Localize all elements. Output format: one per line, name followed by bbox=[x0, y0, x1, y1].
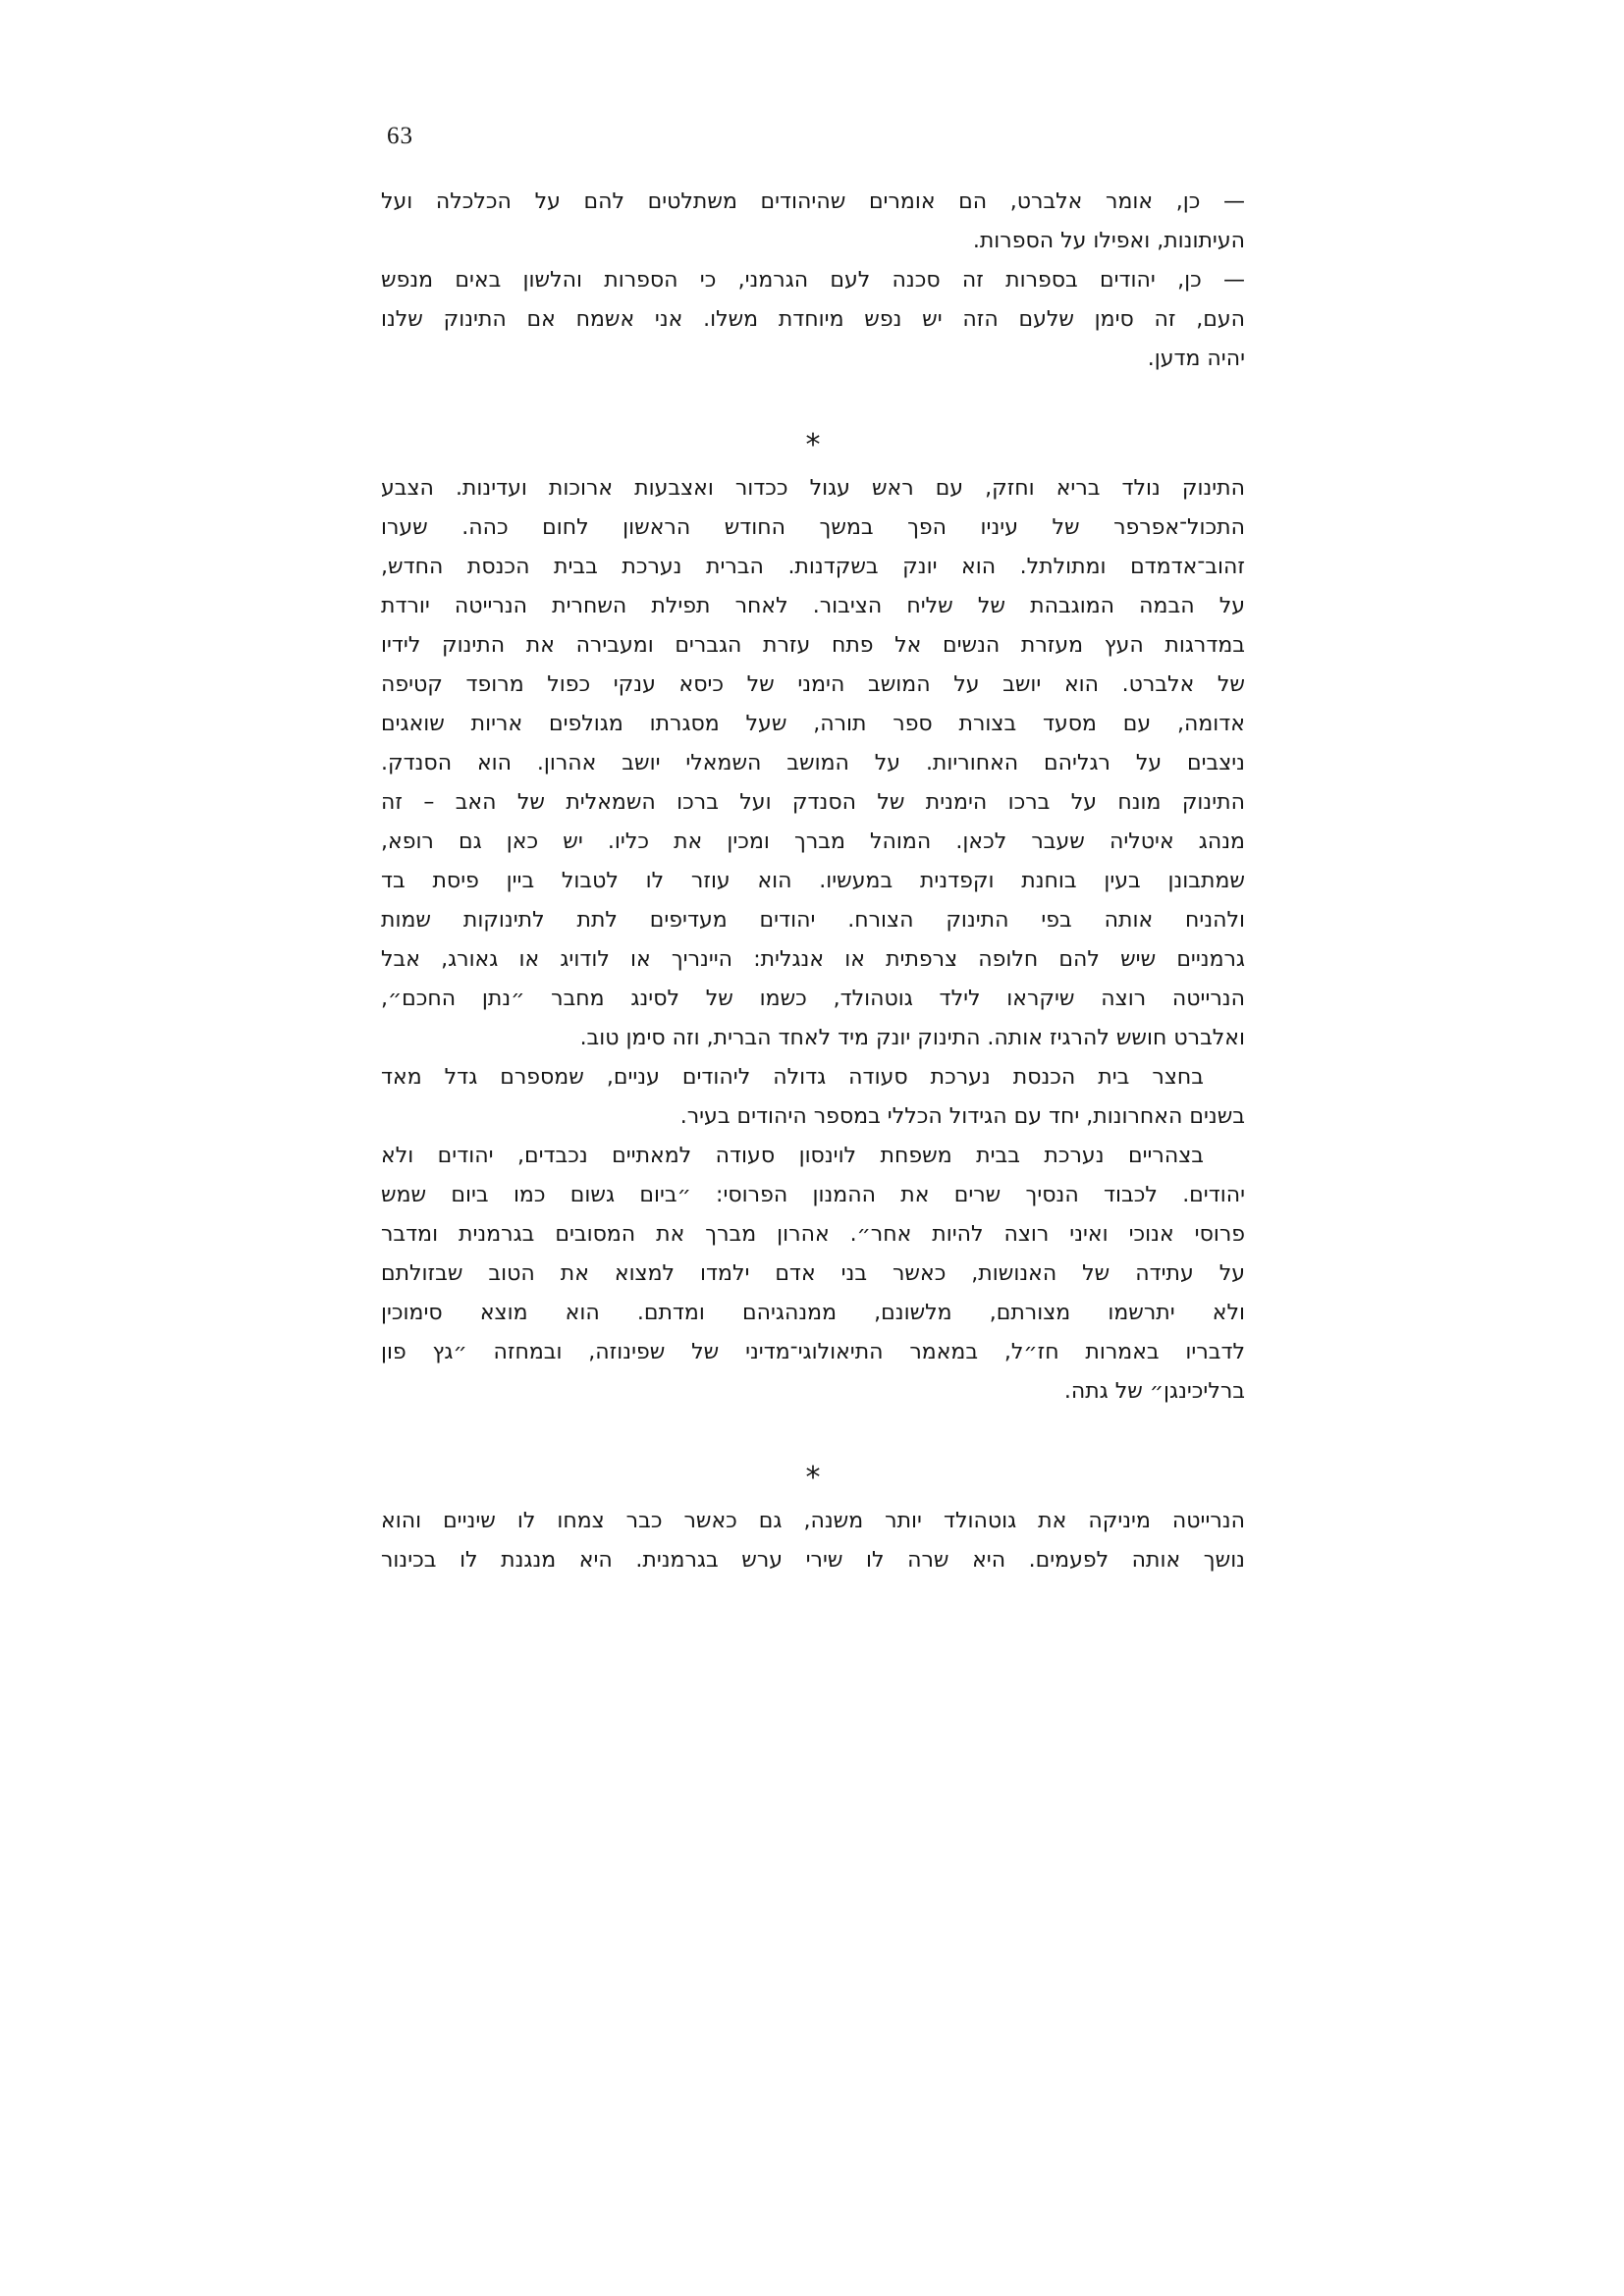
text-line: ברליכינגן״ של גתה. bbox=[1063, 1379, 1245, 1404]
section-separator bbox=[381, 422, 1245, 461]
section-separator bbox=[381, 1455, 1245, 1494]
text-line: לדבריו באמרות חז״ל, במאמר התיאולוגי־מדיני של שפינוזה, ובמחזה ״גץ פון bbox=[381, 1340, 1245, 1364]
text-line: התינוק מונח על ברכו הימנית של הסנדק ועל ברכו השמאלית של האב – זה bbox=[381, 790, 1245, 815]
text-line: הנרייטה רוצה שיקראו לילד גוטהולד, כשמו של לסינג מחבר ״נתן החכם״, bbox=[381, 987, 1245, 1011]
text-line: בשנים האחרונות, יחד עם הגידול הכללי במספר היהודים בעיר. bbox=[679, 1104, 1245, 1129]
text-line: גרמניים שיש להם חלופה צרפתית או אנגלית: היינריך או לודויג או גאורג, אבל bbox=[381, 947, 1245, 972]
text-line: העיתונות, ואפילו על הספרות. bbox=[972, 229, 1245, 253]
paragraph bbox=[381, 1058, 1245, 1137]
paragraph bbox=[381, 1137, 1245, 1412]
text-line: ניצבים על רגליהם האחוריות. על המושב השמאלי יושב אהרון. הוא הסנדק. bbox=[381, 751, 1245, 775]
text-line: ואלברט חושש להרגיז אותה. התינוק יונק מיד לאחד הברית, וזה סימן טוב. bbox=[579, 1026, 1245, 1050]
text-line: נושך אותה לפעמים. היא שרה לו שירי ערש בגרמנית. היא מנגנת לו בכינור bbox=[381, 1548, 1245, 1573]
text-line: יהיה מדען. bbox=[1147, 347, 1245, 371]
text-line: יהודים. לכבוד הנסיך שרים את ההמנון הפרוסי: ״ביום גשום כמו ביום שמש bbox=[381, 1183, 1245, 1207]
text-line: בצהריים נערכת בבית משפחת לוינסון סעודה למאתיים נכבדים, יהודים ולא bbox=[381, 1144, 1204, 1168]
paragraph bbox=[381, 183, 1245, 261]
text-line: ולא יתרשמו מצורתם, מלשונם, ממנהגיהם ומדתם. הוא מוצא סימוכין bbox=[381, 1301, 1245, 1325]
paragraph bbox=[381, 261, 1245, 379]
text-line: על עתידה של האנושות, כאשר בני אדם ילמדו למצוא את הטוב שבזולתם bbox=[381, 1261, 1245, 1286]
text-line: התכול־אפרפר של עיניו הפך במשך החודש הראשון לחום כהה. שערו bbox=[381, 515, 1245, 540]
text-line: בחצר בית הכנסת נערכת סעודה גדולה ליהודים עניים, שמספרם גדל מאד bbox=[381, 1065, 1204, 1090]
text-line: של אלברט. הוא יושב על המושב הימני של כיסא ענקי כפול מרופד קטיפה bbox=[381, 672, 1245, 697]
text-line: העם, זה סימן שלעם הזה יש נפש מיוחדת משלו. אני אשמח אם התינוק שלנו bbox=[381, 307, 1245, 332]
text-line: פרוסי אנוכי ואיני רוצה להיות אחר״. אהרון מברך את המסובים בגרמנית ומדבר bbox=[381, 1222, 1245, 1247]
text-line: הנרייטה מיניקה את גוטהולד יותר משנה, גם כאשר כבר צמחו לו שיניים והוא bbox=[381, 1509, 1245, 1533]
text-line: ולהניח אותה בפי התינוק הצורח. יהודים מעדיפים לתת לתינוקות שמות bbox=[381, 908, 1245, 933]
asterisk-symbol: * bbox=[805, 428, 821, 462]
text-line: — כן, יהודים בספרות זה סכנה לעם הגרמני, כי הספרות והלשון באים מנפש bbox=[381, 268, 1245, 293]
paragraph bbox=[381, 469, 1245, 1058]
text-line: התינוק נולד בריא וחזק, עם ראש עגול ככדור ואצבעות ארוכות ועדינות. הצבע bbox=[381, 476, 1245, 501]
text-line: — כן, אומר אלברט, הם אומרים שהיהודים משתלטים להם על הכלכלה ועל bbox=[381, 189, 1245, 214]
paragraph bbox=[381, 1502, 1245, 1580]
asterisk-symbol: * bbox=[805, 1461, 821, 1495]
text-column bbox=[381, 183, 1245, 1580]
text-line: מנהג איטליה שעבר לכאן. המוהל מברך ומכין את כליו. יש כאן גם רופא, bbox=[381, 829, 1245, 854]
text-line: זהוב־אדמדם ומתולתל. הוא יונק בשקדנות. הברית נערכת בבית הכנסת החדש, bbox=[381, 555, 1245, 579]
text-line: על הבמה המוגבהת של שליח הציבור. לאחר תפילת השחרית הנרייטה יורדת bbox=[381, 594, 1245, 618]
text-line: שמתבונן בעין בוחנת וקפדנית במעשיו. הוא עוזר לו לטבול ביין פיסת בד bbox=[381, 869, 1245, 893]
text-line: אדומה, עם מסעד בצורת ספר תורה, שעל מסגרתו מגולפים אריות שואגים bbox=[381, 712, 1245, 736]
text-line: במדרגות העץ מעזרת הנשים אל פתח עזרת הגברים ומעבירה את התינוק לידיו bbox=[381, 633, 1245, 658]
page-number: 63 bbox=[387, 123, 413, 149]
